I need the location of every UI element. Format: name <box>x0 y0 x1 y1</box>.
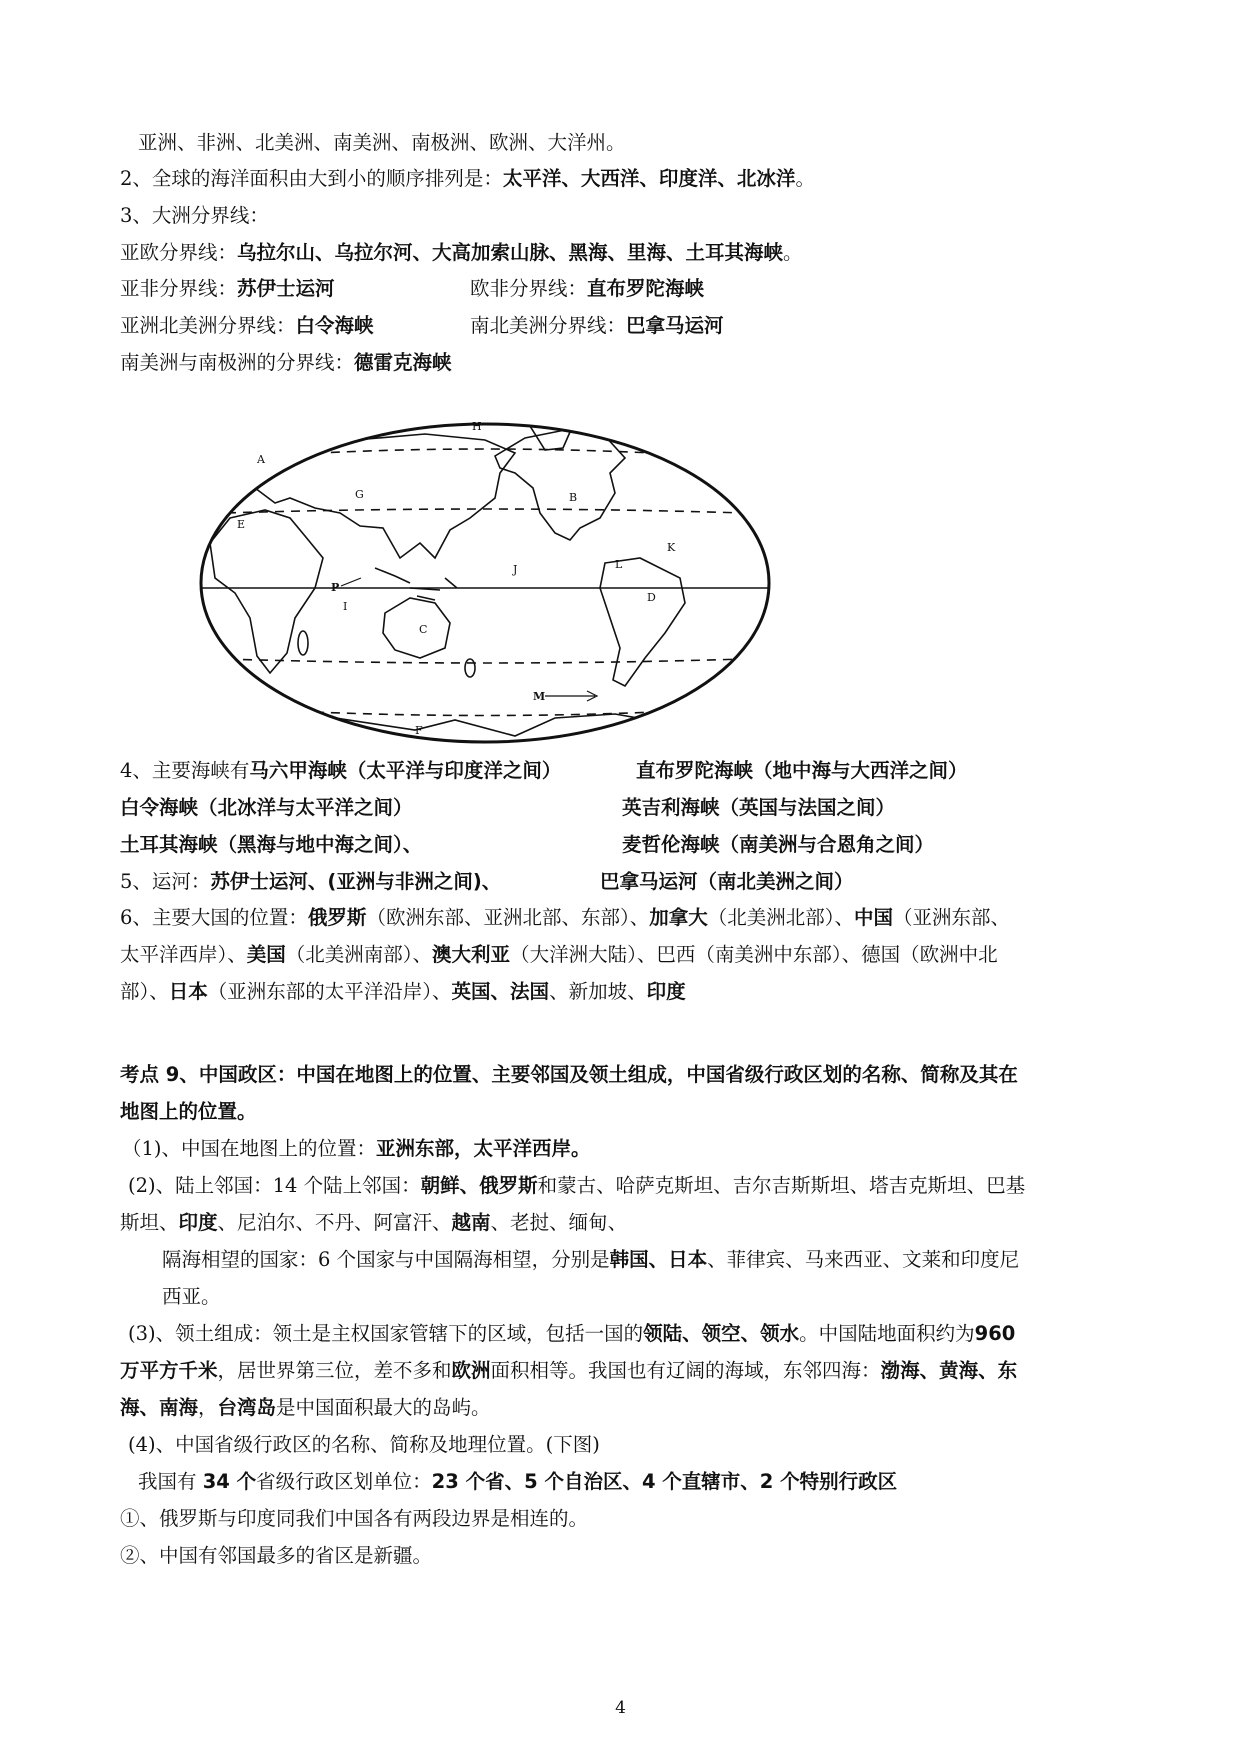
map-label-j: J <box>513 563 518 576</box>
tropic-cancer-line <box>195 509 775 514</box>
arrow-m <box>545 691 597 701</box>
map-label-k: K <box>667 541 676 554</box>
exam-point-9-heading-cont: 地图上的位置。 <box>120 1100 257 1123</box>
sea-neighbors-line-2: 西亚。 <box>162 1285 221 1308</box>
southeast-asia-islands <box>375 568 457 600</box>
north-america-outline <box>495 430 625 540</box>
exam-point-9-heading: 考点 9、中国政区：中国在地图上的位置、主要邻国及领土组成，中国省级行政区划的名称、简称及其在 <box>120 1063 1018 1086</box>
straits-gibraltar: 直布罗陀海峡（地中海与大西洋之间） <box>636 759 968 782</box>
straits-line-1: 4、主要海峡有马六甲海峡（太平洋与印度洋之间） <box>120 759 562 782</box>
territory-line-3: 海、南海，台湾岛是中国面积最大的岛屿。 <box>120 1396 491 1419</box>
straits-turkish: 土耳其海峡（黑海与地中海之间）、 <box>120 833 423 856</box>
madagascar-outline <box>298 631 308 655</box>
land-neighbors-line-2: 斯坦、印度、尼泊尔、不丹、阿富汗、越南、老挝、缅甸、 <box>120 1211 628 1234</box>
australia-outline <box>383 598 450 658</box>
major-countries-line-3: 部）、日本（亚洲东部的太平洋沿岸）、英国、法国、新加坡、印度 <box>120 980 686 1003</box>
ocean-order: 2、全球的海洋面积由大到小的顺序排列是：太平洋、大西洋、印度洋、北冰洋。 <box>120 167 815 190</box>
china-location: （1)、中国在地图上的位置：亚洲东部，太平洋西岸。 <box>122 1137 591 1160</box>
map-frame <box>201 424 769 742</box>
map-label-g: G <box>355 488 364 501</box>
province-count: 我国有 34 个省级行政区划单位：23 个省、5 个自治区、4 个直辖市、2 个特别行政区 <box>138 1470 898 1493</box>
territory-line-2: 万平方千米，居世界第三位，差不多和欧洲面积相等。我国也有辽阔的海域，东邻四海：渤海、黄海、东 <box>120 1359 1018 1382</box>
arrow-p <box>341 578 361 586</box>
europe-africa-boundary: 欧非分界线：直布罗陀海峡 <box>470 277 705 300</box>
new-zealand-outline <box>465 659 475 677</box>
major-countries-line-2: 太平洋西岸）、美国（北美洲南部）、澳大利亚（大洋洲大陆）、巴西（南美洲中东部）、德国（欧洲中北 <box>120 943 998 966</box>
sea-neighbors-line-1: 隔海相望的国家：6 个国家与中国隔海相望，分别是韩国、日本、菲律宾、马来西亚、文莱和印度尼 <box>162 1248 1020 1271</box>
north-south-america-boundary: 南北美洲分界线：巴拿马运河 <box>470 314 724 337</box>
provinces-heading: (4)、中国省级行政区的名称、简称及地理位置。(下图) <box>128 1433 600 1456</box>
southamerica-antarctica-boundary: 南美洲与南极洲的分界线：德雷克海峡 <box>120 351 452 374</box>
map-label-c: C <box>419 623 428 636</box>
asia-africa-boundary: 亚非分界线：苏伊士运河 <box>120 277 335 300</box>
asia-europe-boundary: 亚欧分界线：乌拉尔山、乌拉尔河、大高加索山脉、黑海、里海、土耳其海峡。 <box>120 241 803 264</box>
canals-line: 5、运河：苏伊士运河、(亚洲与非洲之间)、 <box>120 870 502 893</box>
map-label-a: A <box>257 453 265 466</box>
canals-panama: 巴拿马运河（南北美洲之间） <box>600 870 854 893</box>
land-neighbors-line-1: (2)、陆上邻国：14 个陆上邻国：朝鲜、俄罗斯和蒙古、哈萨克斯坦、吉尔吉斯斯坦、塔吉克斯坦、巴基 <box>128 1174 1026 1197</box>
map-label-m: M <box>533 690 546 703</box>
eurasia-outline <box>230 434 515 558</box>
major-countries-line-1: 6、主要大国的位置：俄罗斯（欧洲东部、亚洲北部、东部）、加拿大（北美洲北部）、中国（亚洲东部、 <box>120 906 1011 929</box>
asia-northamerica-boundary: 亚洲北美洲分界线：白令海峡 <box>120 314 374 337</box>
map-label-b: B <box>569 491 578 504</box>
note-2: ②、中国有邻国最多的省区是新疆。 <box>120 1544 433 1567</box>
map-label-i: I <box>343 600 348 613</box>
map-label-d: D <box>647 591 656 604</box>
note-1: ①、俄罗斯与印度同我们中国各有两段边界是相连的。 <box>120 1507 589 1530</box>
continent-list: 亚洲、非洲、北美洲、南美洲、南极洲、欧洲、大洋州。 <box>138 131 626 154</box>
straits-magellan: 麦哲伦海峡（南美洲与合恩角之间） <box>622 833 935 856</box>
map-label-p: P <box>331 581 340 594</box>
map-label-e: E <box>237 518 246 531</box>
page-number: 4 <box>615 1698 626 1718</box>
straits-english: 英吉利海峡（英国与法国之间） <box>622 796 896 819</box>
map-label-l: L <box>615 558 623 571</box>
south-america-outline <box>600 558 685 686</box>
boundary-heading: 3、大洲分界线： <box>120 204 269 227</box>
territory-line-1: (3)、领土组成：领土是主权国家管辖下的区域，包括一国的领陆、领空、领水。中国陆地面积约为960 <box>128 1322 1016 1345</box>
map-label-h: H <box>472 420 482 433</box>
world-map <box>195 418 775 748</box>
map-label-f: F <box>415 724 423 737</box>
straits-bering: 白令海峡（北冰洋与太平洋之间） <box>120 796 413 819</box>
